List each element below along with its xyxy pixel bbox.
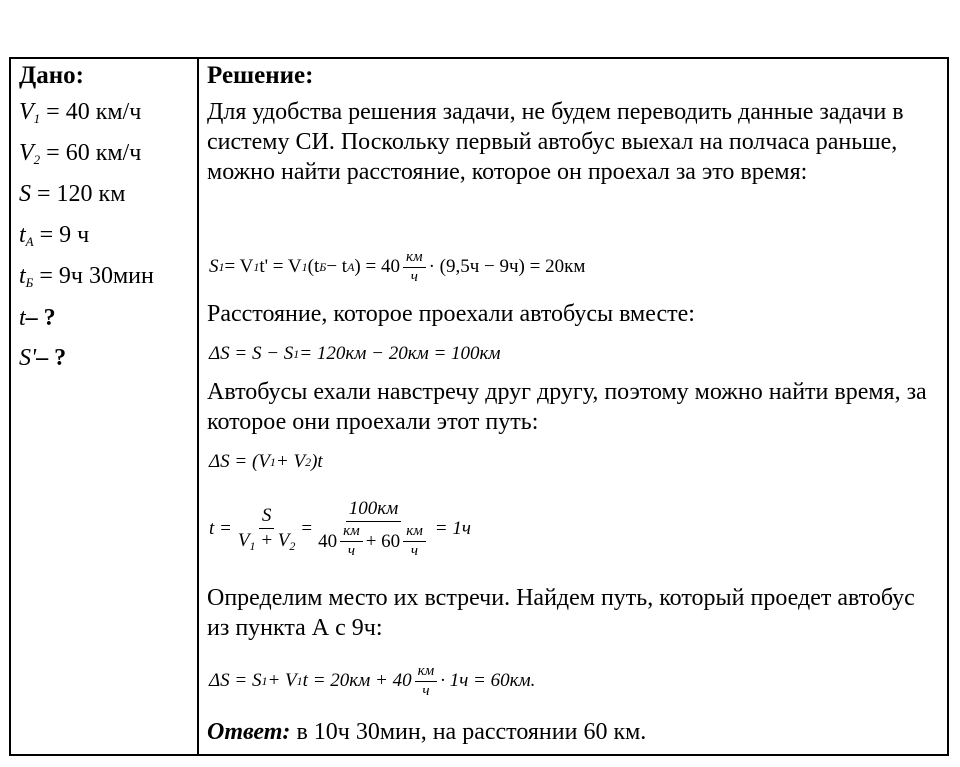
solution-paragraph-meeting: Автобусы ехали навстречу друг другу, поэтому можно найти время, за которое они проехали этот путь: [207, 379, 927, 435]
solution-paragraph-meeting-place: Определим место их встречи. Найдем путь, который проедет автобус из пункта А с 9ч: [207, 585, 915, 641]
fraction-km-per-h-2: $\frac{км}{ч}$ [415, 663, 438, 700]
given-column [11, 59, 196, 754]
solution-paragraph-intro: Для удобства решения задачи, не будем переводить данные задачи в систему СИ. Поскольку первый автобус выехал на полчаса раньше, можно найти расстояние, которое он проехал за это время: [207, 99, 904, 185]
formula-delta-s-velocity: ΔS = (V 1 + V 2 )t [209, 451, 323, 472]
formula-delta-s: ΔS = S − S 1 = 120км − 20км = 100км [209, 343, 501, 364]
formula-path: ΔS = S 1 + V 1 t = 20км + 40 $\frac{км}{ч}$ · 1ч = 60км. [209, 662, 536, 699]
given-item: $t_A = 9$ ч [19, 222, 90, 249]
given-item: S = 120 км [19, 181, 126, 207]
formula-s1: S 1 = V 1 t' = V 1 (t Б − t A ) = 40 $\frac{км}{ч}$ · (9,5ч − 9ч) = 20км [209, 248, 586, 285]
answer-label: Ответ: [207, 719, 291, 745]
given-item: t– ? [19, 305, 56, 331]
fraction-s-over-v: $\frac{S}{V_1 + V_2}$ [237, 504, 296, 553]
given-item: S'– ? [19, 345, 67, 371]
fraction-distance-over-speed: 100км 40 $\frac{км}{ч}$ + 60 $\frac{км}{ч}$ [315, 498, 432, 560]
formula-time: t = $\frac{S}{V_1 + V_2}$ = 100км 40 $\frac{км}{ч}$ + 60 $\frac{км}{ч}$ = 1ч [209, 498, 471, 559]
given-item: $V_1 = 40$ км/ч [19, 99, 142, 126]
solution-heading: Решение: [207, 62, 314, 89]
solution-column [199, 59, 947, 754]
given-item: $t_Б = 9ч$ 30мин [19, 263, 154, 290]
given-item: $V_2 = 60$ км/ч [19, 140, 142, 167]
answer-line [207, 717, 646, 747]
given-heading: Дано: [19, 62, 84, 89]
solution-paragraph-distance: Расстояние, которое проехали автобусы вместе: [207, 301, 695, 327]
answer-text: в 10ч 30мин, на расстоянии 60 км. [290, 719, 647, 745]
fraction-km-per-h: $\frac{км}{ч}$ [403, 249, 426, 286]
